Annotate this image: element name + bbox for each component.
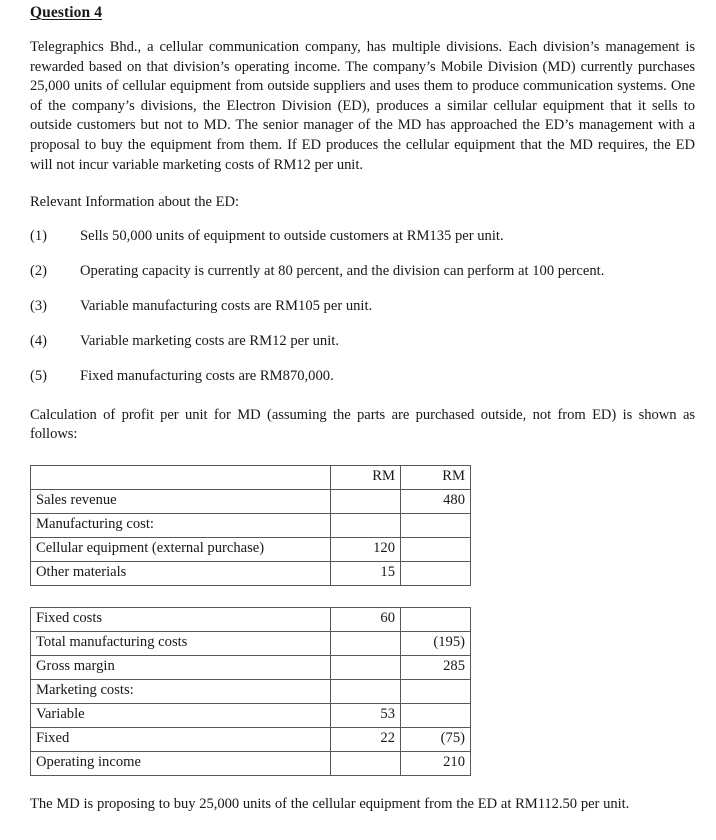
table-cell-label: Cellular equipment (external purchase) <box>31 537 331 561</box>
table-cell-label: Total manufacturing costs <box>31 631 331 655</box>
relevant-information-heading: Relevant Information about the ED: <box>30 194 240 211</box>
table-cell-rm-2 <box>401 679 471 703</box>
table-cell-label: Fixed costs <box>31 607 331 631</box>
table-cell-rm-2: 210 <box>401 751 471 775</box>
table-cell-rm-1 <box>331 631 401 655</box>
profit-table-one <box>30 465 471 586</box>
table-cell-label: Marketing costs: <box>31 679 331 703</box>
profit-table-two <box>30 607 471 776</box>
table-row <box>31 679 471 703</box>
table-cell-label: Manufacturing cost: <box>31 513 331 537</box>
table-cell-rm-2 <box>401 537 471 561</box>
table-cell-rm-1 <box>331 751 401 775</box>
table-cell-rm-1: 22 <box>331 727 401 751</box>
table-row <box>31 489 471 513</box>
relevant-information-list <box>30 227 695 387</box>
list-item-label: Variable manufacturing costs are RM105 per unit. <box>80 297 373 314</box>
table-header-row <box>31 465 471 489</box>
table-cell-rm-2 <box>401 703 471 727</box>
table-row <box>31 607 471 631</box>
page-title: Question 4 <box>30 4 103 21</box>
table-cell-rm-2: 480 <box>401 489 471 513</box>
table-cell-rm-1: 53 <box>331 703 401 727</box>
table-row <box>31 703 471 727</box>
profit-table-two-wrapper <box>30 607 695 776</box>
list-item-marker: (3) <box>30 297 48 314</box>
table-row <box>31 537 471 561</box>
table-cell-label: Variable <box>31 703 331 727</box>
profit-table-one-wrapper <box>30 465 695 586</box>
table-header-label <box>31 465 331 489</box>
table-row <box>31 561 471 585</box>
table-cell-rm-2: 285 <box>401 655 471 679</box>
table-cell-label: Other materials <box>31 561 331 585</box>
list-item-marker: (5) <box>30 368 48 385</box>
closing-paragraph: The MD is proposing to buy 25,000 units of the cellular equipment from the ED at RM112.50 per unit. <box>30 795 630 812</box>
list-item-marker: (2) <box>30 262 48 279</box>
table-cell-rm-1 <box>331 655 401 679</box>
table-cell-rm-1 <box>331 489 401 513</box>
table-header-rm-1: RM <box>331 465 401 489</box>
table-cell-rm-2 <box>401 561 471 585</box>
list-item <box>30 297 695 317</box>
table-header-rm-2: RM <box>401 465 471 489</box>
list-item-label: Operating capacity is currently at 80 percent, and the division can perform at 100 percent. <box>80 262 605 279</box>
table-cell-label: Gross margin <box>31 655 331 679</box>
list-item-label: Variable marketing costs are RM12 per unit. <box>80 333 339 350</box>
table-cell-rm-1: 60 <box>331 607 401 631</box>
calculation-intro-paragraph: Calculation of profit per unit for MD (assuming the parts are purchased outside, not from ED) is shown as follows: <box>30 406 695 443</box>
table-cell-rm-2 <box>401 513 471 537</box>
table-row <box>31 655 471 679</box>
table-cell-label: Fixed <box>31 727 331 751</box>
list-item-label: Sells 50,000 units of equipment to outside customers at RM135 per unit. <box>80 227 504 244</box>
list-item-label: Fixed manufacturing costs are RM870,000. <box>80 368 334 385</box>
list-item <box>30 332 695 352</box>
intro-paragraph: Telegraphics Bhd., a cellular communication company, has multiple divisions. Each division’s management is rewarded based on that division’s operating income. The company’s Mobile Division (MD) currently purchases 25,000 units of cellular equipment from outside suppliers and uses them to produce communication systems. One of the company’s divisions, the Electron Division (ED), produces a similar cellular equipment that it sells to outside customers but not to MD. The senior manager of the MD has approached the ED’s management with a proposal to buy the equipment from them. If ED produces the cellular equipment that the MD requires, the ED will not incur variable marketing costs of RM12 per unit. <box>30 39 695 173</box>
table-cell-rm-1: 15 <box>331 561 401 585</box>
table-cell-rm-2 <box>401 607 471 631</box>
table-row <box>31 513 471 537</box>
table-row <box>31 751 471 775</box>
table-cell-rm-1: 120 <box>331 537 401 561</box>
list-item <box>30 262 695 282</box>
list-item-marker: (1) <box>30 227 48 244</box>
table-cell-rm-1 <box>331 513 401 537</box>
table-row <box>31 727 471 751</box>
table-cell-rm-2: (195) <box>401 631 471 655</box>
page-title-row <box>30 0 695 22</box>
table-cell-rm-2: (75) <box>401 727 471 751</box>
table-cell-rm-1 <box>331 679 401 703</box>
table-row <box>31 631 471 655</box>
table-cell-label: Sales revenue <box>31 489 331 513</box>
list-item <box>30 227 695 247</box>
list-item <box>30 367 695 387</box>
table-cell-label: Operating income <box>31 751 331 775</box>
list-item-marker: (4) <box>30 333 48 350</box>
